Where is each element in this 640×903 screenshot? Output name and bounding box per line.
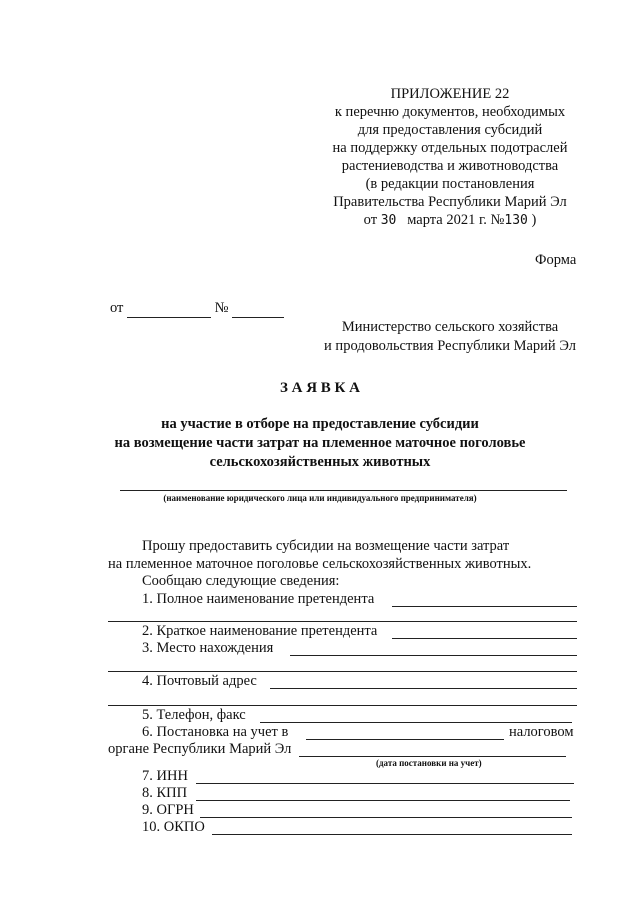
field-6-label-tail: налоговом — [509, 724, 574, 740]
field-4-input-cont[interactable] — [108, 705, 577, 706]
field-3-label: 3. Место нахождения — [142, 640, 274, 656]
field-6-caption: (дата постановки на учет) — [376, 758, 482, 768]
subtitle-line-2: на возмещение части затрат на племенное маточное поголовье — [114, 435, 526, 451]
annex-header — [320, 85, 580, 230]
field-5-input[interactable] — [260, 722, 572, 723]
ref-number-field[interactable] — [232, 300, 284, 318]
field-10-input[interactable] — [212, 834, 572, 835]
annex-title: ПРИЛОЖЕНИЕ 22 — [390, 86, 510, 102]
annex-number: 130 — [504, 213, 528, 228]
annex-line-7: Правительства Республики Марий Эл — [333, 194, 567, 210]
annex-close: ) — [531, 212, 537, 228]
field-4-label: 4. Почтовый адрес — [142, 673, 257, 689]
annex-month-year: марта 2021 г. № — [407, 212, 505, 228]
document-subtitle — [0, 415, 640, 472]
ref-date-field[interactable] — [127, 300, 211, 318]
subtitle-line-3: сельскохозяйственных животных — [209, 454, 431, 470]
annex-line-3: для предоставления субсидий — [357, 122, 543, 138]
field-1-label: 1. Полное наименование претендента — [142, 591, 375, 607]
annex-line-4: на поддержку отдельных подотраслей — [332, 140, 568, 156]
field-9-label: 9. ОГРН — [142, 802, 194, 818]
annex-from: от — [363, 212, 378, 228]
field-1-input[interactable] — [392, 606, 577, 607]
subtitle-line-1: на участие в отборе на предоставление субсидии — [161, 416, 479, 432]
body-line-2: на племенное маточное поголовье сельскохозяйственных животных. — [108, 556, 532, 572]
ref-number-label: № — [214, 300, 229, 316]
field-6-label-line-2: органе Республики Марий Эл — [108, 741, 292, 757]
field-6-label: 6. Постановка на учет в — [142, 724, 289, 740]
annex-line-5: растениеводства и животноводства — [341, 158, 559, 174]
field-1-input-cont[interactable] — [108, 621, 577, 622]
field-9-input[interactable] — [200, 817, 572, 818]
field-2-label: 2. Краткое наименование претендента — [142, 623, 378, 639]
ref-from-label: от — [110, 300, 124, 316]
addressee-line-2: и продовольствия Республики Марий Эл — [324, 338, 576, 354]
field-4-input[interactable] — [270, 688, 577, 689]
addressee-line-1: Министерство сельского хозяйства — [341, 319, 559, 335]
field-8-input[interactable] — [196, 800, 570, 801]
applicant-name-field[interactable] — [120, 490, 567, 491]
field-8-label: 8. КПП — [142, 785, 188, 801]
field-6-date-input[interactable] — [306, 739, 504, 740]
field-7-label: 7. ИНН — [142, 768, 188, 784]
field-5-label: 5. Телефон, факс — [142, 707, 246, 723]
field-7-input[interactable] — [196, 783, 574, 784]
body-line-3: Сообщаю следующие сведения: — [142, 573, 340, 589]
reference-line — [110, 300, 284, 318]
annex-day: 30 — [380, 213, 397, 228]
field-3-input[interactable] — [290, 655, 577, 656]
annex-line-2: к перечню документов, необходимых — [334, 104, 566, 120]
field-3-input-cont[interactable] — [108, 671, 577, 672]
addressee — [300, 318, 600, 356]
document-title: З А Я В К А — [279, 380, 361, 396]
applicant-caption: (наименование юридического лица или индивидуального предпринимателя) — [163, 493, 477, 503]
form-label: Форма — [535, 252, 577, 268]
field-6-organ-input[interactable] — [299, 756, 566, 757]
body-line-1: Прошу предоставить субсидии на возмещение части затрат — [142, 538, 510, 554]
annex-date-line — [320, 211, 580, 230]
field-10-label: 10. ОКПО — [142, 819, 205, 835]
field-2-input[interactable] — [392, 638, 577, 639]
annex-line-6: (в редакции постановления — [365, 176, 535, 192]
